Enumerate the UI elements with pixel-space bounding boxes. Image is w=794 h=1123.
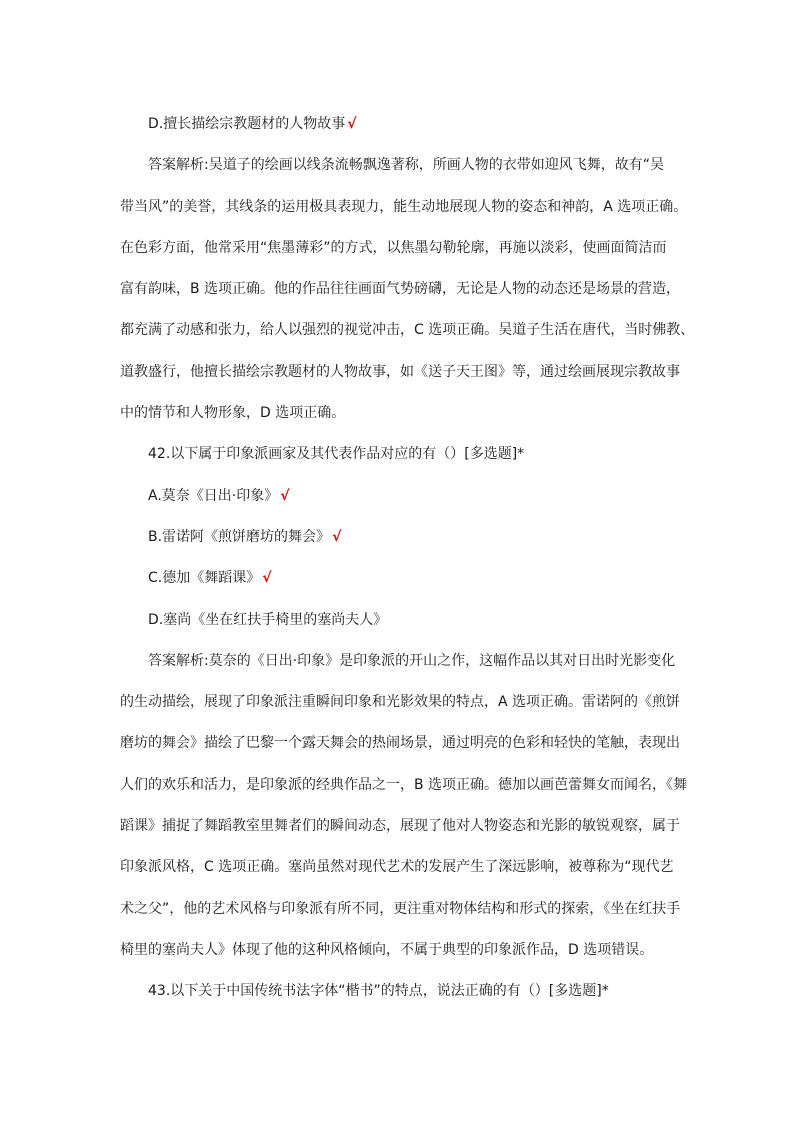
- analysis-line: 磨坊的舞会》描绘了巴黎一个露天舞会的热闹场景，通过明亮的色彩和轻快的笔触，表现出: [120, 735, 680, 752]
- q42-title: 42.以下属于印象派画家及其代表作品对应的有（）[多选题]*: [148, 446, 525, 463]
- check-mark-icon: √: [347, 116, 357, 132]
- option-text: D.擅长描绘宗教题材的人物故事: [148, 116, 346, 132]
- q42-option-b: [120, 517, 678, 558]
- analysis-line: 蹈课》捕捉了舞蹈教室里舞者们的瞬间动态，展现了他对人物姿态和光影的敏锐观察，属于: [120, 818, 680, 835]
- q42-option-c: [120, 558, 678, 599]
- option-text: A.莫奈《日出·印象》: [148, 487, 279, 504]
- analysis-line: 人们的欢乐和活力，是印象派的经典作品之一，B 选项正确。德加以画芭蕾舞女而闻名，《舞: [120, 776, 688, 793]
- analysis-line: 术之父”，他的艺术风格与印象派有所不同，更注重对物体结构和形式的探索，《坐在红扶手: [120, 900, 681, 917]
- analysis-line: 椅里的塞尚夫人》体现了他的这种风格倾向，不属于典型的印象派作品，D 选项错误。: [120, 941, 654, 958]
- q42-option-d: [120, 600, 678, 641]
- option-text: B.雷诺阿《煎饼磨坊的舞会》: [148, 528, 331, 545]
- analysis-line: 印象派风格，C 选项正确。塞尚虽然对现代艺术的发展产生了深远影响，被尊称为“现代艺: [120, 859, 674, 876]
- analysis-line: 答案解析:吴道子的绘画以线条流畅飘逸著称，所画人物的衣带如迎风飞舞，故有“吴: [148, 157, 664, 174]
- analysis-line: 的生动描绘，展现了印象派注重瞬间印象和光影效果的特点，A 选项正确。雷诺阿的《煎饼: [120, 694, 681, 711]
- document-body: [120, 104, 695, 1013]
- check-mark-icon: √: [332, 528, 342, 545]
- analysis-line: 富有韵味，B 选项正确。他的作品往往画面气势磅礴，无论是人物的动态还是场景的营造，: [120, 281, 681, 298]
- q41-analysis: [120, 145, 695, 434]
- q42-analysis: [120, 641, 688, 971]
- q42-option-a: [120, 476, 678, 517]
- option-text: D.塞尚《坐在红扶手椅里的塞尚夫人》: [148, 611, 388, 628]
- check-mark-icon: √: [262, 570, 272, 587]
- analysis-line: 在色彩方面，他常采用“焦墨薄彩”的方式，以焦墨勾勒轮廓，再施以淡彩，使画面简洁而: [120, 239, 667, 256]
- option-text: C.德加《舞蹈课》: [148, 570, 261, 587]
- check-mark-icon: √: [280, 487, 290, 504]
- q41-option-d: [120, 104, 678, 145]
- analysis-line: 道教盛行，他擅长描绘宗教题材的人物故事，如《送子天王图》等，通过绘画展现宗教故事: [120, 363, 680, 380]
- analysis-line: 答案解析:莫奈的《日出·印象》是印象派的开山之作，这幅作品以其对日出时光影变化: [148, 652, 676, 669]
- analysis-line: 中的情节和人物形象，D 选项正确。: [120, 405, 346, 422]
- analysis-line: 都充满了动感和张力，给人以强烈的视觉冲击，C 选项正确。吴道子生活在唐代，当时佛教、: [120, 322, 695, 339]
- q43-title: 43.以下关于中国传统书法字体“楷书”的特点，说法正确的有（）[多选题]*: [148, 983, 609, 1000]
- analysis-line: 带当风”的美誉，其线条的运用极具表现力，能生动地展现人物的姿态和神韵，A 选项正确。: [120, 198, 688, 215]
